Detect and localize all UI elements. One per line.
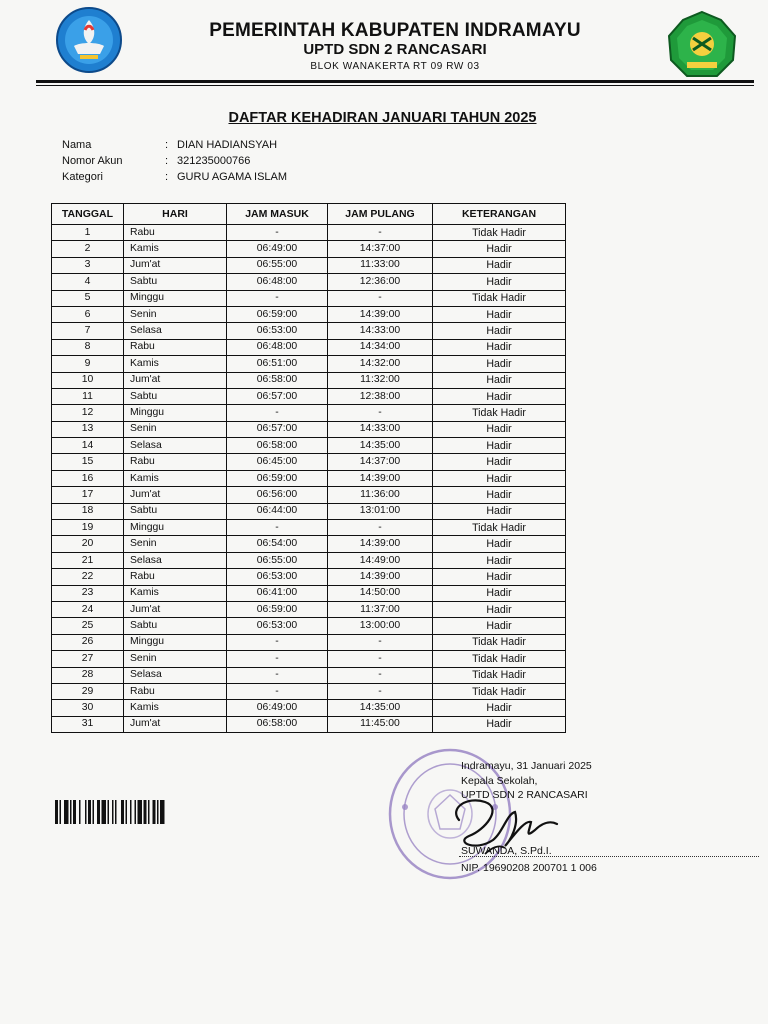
cell-time-out: 12:38:00	[328, 388, 433, 404]
cell-day: Rabu	[124, 569, 227, 585]
cell-time-out: -	[328, 667, 433, 683]
cell-time-out: 11:33:00	[328, 257, 433, 273]
cell-date: 23	[52, 585, 124, 601]
cell-remarks: Hadir	[433, 552, 566, 568]
cell-remarks: Hadir	[433, 536, 566, 552]
attendance-table	[51, 203, 566, 733]
info-value: 321235000766	[177, 155, 251, 167]
barcode-bar	[144, 800, 147, 824]
cell-day: Rabu	[124, 454, 227, 470]
cell-date: 17	[52, 487, 124, 503]
cell-time-in: -	[227, 634, 328, 650]
cell-time-out: -	[328, 520, 433, 536]
cell-day: Minggu	[124, 405, 227, 421]
barcode-bar	[60, 800, 62, 824]
table-row	[52, 306, 566, 322]
cell-time-in: -	[227, 651, 328, 667]
table-row	[52, 651, 566, 667]
cell-remarks: Hadir	[433, 716, 566, 732]
table-row	[52, 503, 566, 519]
cell-date: 2	[52, 241, 124, 257]
cell-date: 27	[52, 651, 124, 667]
table-row	[52, 438, 566, 454]
letterhead-school-name: UPTD SDN 2 RANCASARI	[303, 41, 487, 58]
cell-date: 16	[52, 470, 124, 486]
cell-remarks: Hadir	[433, 257, 566, 273]
barcode-bar	[115, 800, 117, 824]
cell-remarks: Tidak Hadir	[433, 667, 566, 683]
info-label: Nomor Akun	[62, 155, 123, 167]
cell-day: Selasa	[124, 667, 227, 683]
cell-time-in: 06:53:00	[227, 323, 328, 339]
barcode-bar	[138, 800, 143, 824]
cell-time-in: -	[227, 405, 328, 421]
cell-date: 9	[52, 356, 124, 372]
cell-day: Jum'at	[124, 257, 227, 273]
cell-day: Kamis	[124, 700, 227, 716]
table-row	[52, 356, 566, 372]
info-row-name	[62, 139, 462, 155]
barcode-bar	[157, 800, 159, 824]
table-row	[52, 700, 566, 716]
cell-day: Jum'at	[124, 601, 227, 617]
cell-time-out: 14:39:00	[328, 536, 433, 552]
cell-date: 18	[52, 503, 124, 519]
letterhead-rule-thick	[36, 80, 754, 83]
cell-time-in: 06:58:00	[227, 438, 328, 454]
barcode-bar	[97, 800, 100, 824]
cell-date: 29	[52, 683, 124, 699]
header-day: HARI	[124, 204, 227, 225]
info-colon: :	[165, 139, 169, 151]
cell-date: 19	[52, 520, 124, 536]
cell-day: Minggu	[124, 520, 227, 536]
barcode-bar	[148, 800, 150, 824]
cell-date: 28	[52, 667, 124, 683]
cell-day: Jum'at	[124, 372, 227, 388]
cell-remarks: Tidak Hadir	[433, 405, 566, 421]
barcode-bar	[64, 800, 69, 824]
table-row	[52, 487, 566, 503]
barcode-bar	[70, 800, 72, 824]
cell-remarks: Hadir	[433, 241, 566, 257]
barcode-bar	[160, 800, 165, 824]
cell-date: 11	[52, 388, 124, 404]
cell-time-in: 06:49:00	[227, 241, 328, 257]
signature-divider	[459, 856, 759, 857]
cell-date: 26	[52, 634, 124, 650]
cell-time-out: 14:35:00	[328, 438, 433, 454]
table-row	[52, 454, 566, 470]
cell-date: 10	[52, 372, 124, 388]
cell-date: 6	[52, 306, 124, 322]
cell-day: Jum'at	[124, 487, 227, 503]
barcode-icon	[55, 800, 213, 824]
cell-day: Kamis	[124, 356, 227, 372]
cell-time-in: 06:54:00	[227, 536, 328, 552]
cell-time-in: 06:59:00	[227, 306, 328, 322]
cell-remarks: Tidak Hadir	[433, 651, 566, 667]
signatory-nip: NIP. 19690208 200701 1 006	[461, 862, 597, 874]
cell-time-in: 06:58:00	[227, 372, 328, 388]
table-row	[52, 290, 566, 306]
tut-wuri-handayani-logo-icon	[52, 6, 126, 74]
table-row	[52, 372, 566, 388]
table-row	[52, 421, 566, 437]
cell-remarks: Hadir	[433, 470, 566, 486]
table-row	[52, 520, 566, 536]
cell-remarks: Tidak Hadir	[433, 634, 566, 650]
letterhead-address: BLOK WANAKERTA RT 09 RW 03	[310, 61, 480, 72]
cell-day: Selasa	[124, 323, 227, 339]
table-row	[52, 618, 566, 634]
barcode-bar	[102, 800, 107, 824]
barcode-bar	[108, 800, 110, 824]
cell-day: Jum'at	[124, 716, 227, 732]
cell-day: Sabtu	[124, 388, 227, 404]
table-row	[52, 601, 566, 617]
cell-day: Kamis	[124, 585, 227, 601]
info-row-account	[62, 155, 462, 171]
cell-remarks: Hadir	[433, 700, 566, 716]
cell-time-out: -	[328, 225, 433, 241]
signature-place-date: Indramayu, 31 Januari 2025	[461, 760, 592, 772]
cell-time-in: 06:51:00	[227, 356, 328, 372]
barcode-bar	[85, 800, 87, 824]
cell-day: Sabtu	[124, 274, 227, 290]
cell-time-in: 06:41:00	[227, 585, 328, 601]
cell-day: Senin	[124, 651, 227, 667]
cell-time-in: 06:56:00	[227, 487, 328, 503]
cell-time-out: 14:34:00	[328, 339, 433, 355]
cell-remarks: Hadir	[433, 438, 566, 454]
cell-day: Senin	[124, 306, 227, 322]
cell-time-in: 06:53:00	[227, 618, 328, 634]
cell-time-out: 11:32:00	[328, 372, 433, 388]
table-row	[52, 339, 566, 355]
header-date: TANGGAL	[52, 204, 124, 225]
cell-time-in: 06:59:00	[227, 601, 328, 617]
cell-remarks: Hadir	[433, 487, 566, 503]
cell-time-out: -	[328, 683, 433, 699]
cell-date: 25	[52, 618, 124, 634]
document-title: DAFTAR KEHADIRAN JANUARI TAHUN 2025	[228, 110, 537, 126]
table-row	[52, 405, 566, 421]
cell-remarks: Hadir	[433, 339, 566, 355]
cell-time-out: 14:39:00	[328, 470, 433, 486]
table-row	[52, 683, 566, 699]
cell-remarks: Hadir	[433, 585, 566, 601]
cell-time-out: 14:33:00	[328, 323, 433, 339]
cell-day: Rabu	[124, 225, 227, 241]
barcode-bar	[126, 800, 128, 824]
barcode-bar	[121, 800, 124, 824]
cell-time-out: -	[328, 290, 433, 306]
table-row	[52, 536, 566, 552]
header-time-in: JAM MASUK	[227, 204, 328, 225]
cell-time-in: 06:48:00	[227, 274, 328, 290]
info-label: Kategori	[62, 171, 103, 183]
table-row	[52, 388, 566, 404]
cell-remarks: Hadir	[433, 372, 566, 388]
cell-day: Selasa	[124, 438, 227, 454]
cell-time-out: 13:00:00	[328, 618, 433, 634]
table-row	[52, 241, 566, 257]
cell-time-in: 06:45:00	[227, 454, 328, 470]
cell-day: Senin	[124, 421, 227, 437]
cell-remarks: Hadir	[433, 421, 566, 437]
signature-role: Kepala Sekolah,	[461, 775, 538, 787]
cell-remarks: Hadir	[433, 503, 566, 519]
cell-day: Sabtu	[124, 503, 227, 519]
cell-date: 7	[52, 323, 124, 339]
table-row	[52, 667, 566, 683]
cell-remarks: Hadir	[433, 356, 566, 372]
cell-time-out: 14:33:00	[328, 421, 433, 437]
cell-time-out: 11:37:00	[328, 601, 433, 617]
info-colon: :	[165, 155, 169, 167]
letterhead-government-name: PEMERINTAH KABUPATEN INDRAMAYU	[209, 20, 581, 41]
letterhead-rule-thin	[36, 85, 754, 86]
table-row	[52, 225, 566, 241]
cell-time-out: 13:01:00	[328, 503, 433, 519]
header-time-out: JAM PULANG	[328, 204, 433, 225]
cell-time-in: -	[227, 683, 328, 699]
cell-time-out: 14:39:00	[328, 306, 433, 322]
table-row	[52, 569, 566, 585]
barcode-bar	[88, 800, 91, 824]
cell-time-out: 14:50:00	[328, 585, 433, 601]
cell-date: 8	[52, 339, 124, 355]
table-header-row	[52, 204, 566, 225]
cell-day: Senin	[124, 536, 227, 552]
cell-date: 20	[52, 536, 124, 552]
signature-institution: UPTD SDN 2 RANCASARI	[461, 789, 588, 801]
cell-time-in: -	[227, 225, 328, 241]
cell-time-in: -	[227, 667, 328, 683]
cell-time-out: -	[328, 405, 433, 421]
table-row	[52, 634, 566, 650]
cell-time-in: 06:57:00	[227, 421, 328, 437]
indramayu-regency-emblem-icon	[665, 10, 739, 82]
barcode-bar	[153, 800, 156, 824]
cell-date: 30	[52, 700, 124, 716]
cell-date: 1	[52, 225, 124, 241]
barcode-bar	[79, 800, 81, 824]
table-row	[52, 257, 566, 273]
cell-time-in: 06:55:00	[227, 257, 328, 273]
info-value: GURU AGAMA ISLAM	[177, 171, 288, 183]
cell-day: Rabu	[124, 683, 227, 699]
cell-remarks: Tidak Hadir	[433, 225, 566, 241]
cell-remarks: Hadir	[433, 454, 566, 470]
cell-date: 4	[52, 274, 124, 290]
cell-time-in: 06:53:00	[227, 569, 328, 585]
cell-time-out: 14:37:00	[328, 454, 433, 470]
table-row	[52, 323, 566, 339]
cell-day: Kamis	[124, 241, 227, 257]
cell-remarks: Tidak Hadir	[433, 290, 566, 306]
cell-time-in: 06:49:00	[227, 700, 328, 716]
cell-time-out: 11:36:00	[328, 487, 433, 503]
cell-day: Kamis	[124, 470, 227, 486]
cell-time-out: -	[328, 634, 433, 650]
cell-remarks: Hadir	[433, 388, 566, 404]
cell-remarks: Hadir	[433, 618, 566, 634]
cell-time-out: 14:39:00	[328, 569, 433, 585]
cell-time-out: -	[328, 651, 433, 667]
cell-time-out: 14:37:00	[328, 241, 433, 257]
cell-time-in: 06:44:00	[227, 503, 328, 519]
cell-date: 3	[52, 257, 124, 273]
table-row	[52, 552, 566, 568]
info-colon: :	[165, 171, 169, 183]
barcode-bar	[112, 800, 114, 824]
table-row	[52, 716, 566, 732]
cell-date: 13	[52, 421, 124, 437]
signatory-name: SUWANDA, S.Pd.I.	[461, 845, 552, 857]
info-value: DIAN HADIANSYAH	[177, 139, 278, 151]
cell-remarks: Hadir	[433, 569, 566, 585]
cell-time-in: -	[227, 520, 328, 536]
barcode-bar	[135, 800, 137, 824]
barcode-bar	[93, 800, 95, 824]
cell-remarks: Tidak Hadir	[433, 520, 566, 536]
cell-time-in: 06:59:00	[227, 470, 328, 486]
employee-info	[62, 139, 462, 187]
info-label: Nama	[62, 139, 92, 151]
cell-remarks: Hadir	[433, 274, 566, 290]
cell-time-in: 06:57:00	[227, 388, 328, 404]
cell-date: 12	[52, 405, 124, 421]
cell-time-in: -	[227, 290, 328, 306]
cell-time-in: 06:48:00	[227, 339, 328, 355]
cell-remarks: Tidak Hadir	[433, 683, 566, 699]
cell-date: 24	[52, 601, 124, 617]
cell-day: Sabtu	[124, 618, 227, 634]
cell-date: 31	[52, 716, 124, 732]
cell-remarks: Hadir	[433, 306, 566, 322]
cell-time-out: 11:45:00	[328, 716, 433, 732]
cell-remarks: Hadir	[433, 601, 566, 617]
table-row	[52, 274, 566, 290]
cell-day: Rabu	[124, 339, 227, 355]
cell-time-out: 12:36:00	[328, 274, 433, 290]
info-row-category	[62, 171, 462, 187]
attendance-table-body	[52, 225, 566, 733]
cell-time-in: 06:58:00	[227, 716, 328, 732]
cell-day: Minggu	[124, 634, 227, 650]
cell-date: 5	[52, 290, 124, 306]
cell-date: 14	[52, 438, 124, 454]
barcode-bar	[73, 800, 76, 824]
barcode-bar	[130, 800, 132, 824]
barcode-bar	[55, 800, 58, 824]
table-row	[52, 585, 566, 601]
cell-time-out: 14:35:00	[328, 700, 433, 716]
cell-time-in: 06:55:00	[227, 552, 328, 568]
table-row	[52, 470, 566, 486]
cell-remarks: Hadir	[433, 323, 566, 339]
cell-time-out: 14:32:00	[328, 356, 433, 372]
cell-time-out: 14:49:00	[328, 552, 433, 568]
cell-day: Selasa	[124, 552, 227, 568]
header-remarks: KETERANGAN	[433, 204, 566, 225]
cell-date: 21	[52, 552, 124, 568]
cell-day: Minggu	[124, 290, 227, 306]
cell-date: 22	[52, 569, 124, 585]
cell-date: 15	[52, 454, 124, 470]
